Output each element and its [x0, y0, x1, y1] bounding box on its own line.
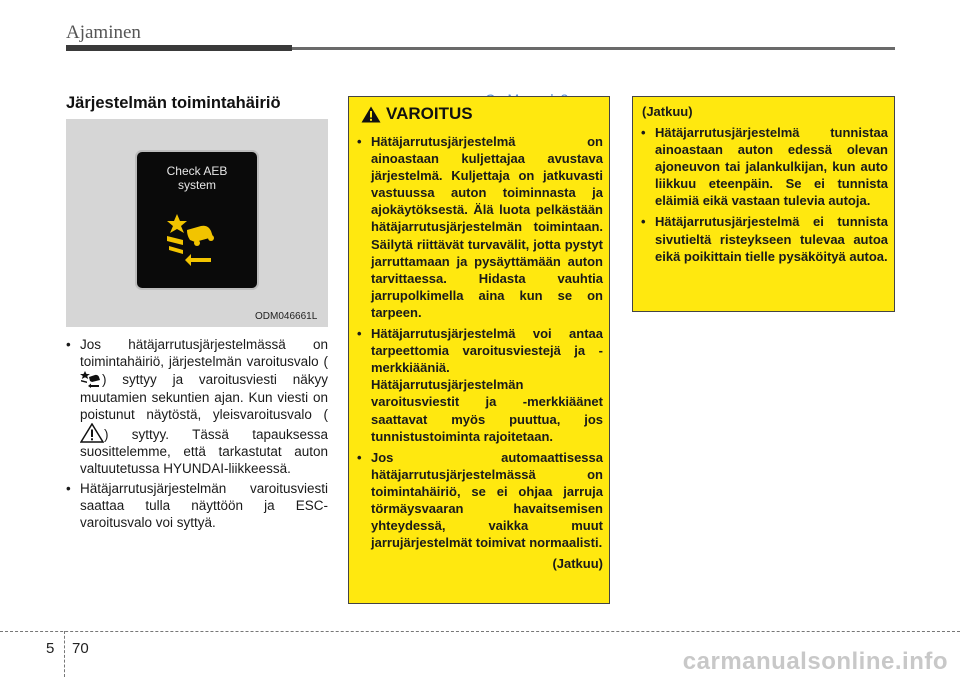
aeb-collision-icon	[163, 210, 233, 270]
page-header-title: Ajaminen	[66, 22, 141, 43]
page-section-number: 5	[46, 640, 55, 657]
aeb-warning-figure	[66, 119, 328, 327]
warning-triangle-icon	[361, 106, 381, 123]
site-watermark: carmanualsonline.info	[682, 648, 948, 675]
master-warning-triangle-icon	[80, 423, 104, 443]
body-item-2: • Hätäjarrutusjärjestelmän varoitusviesti saattaa tulla näyttöön ja ESC-varoitusvalo voi syttyä.	[66, 480, 328, 532]
body-item-1-text-b: ) syttyy ja varoitusviesti näkyy muutamien sekuntien ajan. Kun viesti on poistunut näytöstä, yleisvaroitusvalo (	[80, 372, 328, 422]
warning-item-1: • Hätäjarrutusjärjestelmä on ainoastaan kuljettajaa avustava järjestelmä. Kuljettaja on jatkuvasti vastuussa auton toiminnasta ja ajokäytöksestä. Älä luota pelkästään hätäjarrutusjärjestelmän toimintaan. Säilytä riittävät turvavälit, jotta pystyt jarruttamaan ja pysäyttämään auton tarvittaessa. Hidasta vauhtia jarrupolkimella aina kun se on tarpeen.	[357, 133, 603, 321]
body-item-1-text-c: ) syttyy. Tässä tapauksessa suosittelemme, että tarkastutat auton valtuutetussa HYUNDAI-liikkeessä.	[80, 427, 328, 477]
display-line-1: Check AEB	[166, 164, 228, 178]
body-item-1	[66, 336, 328, 478]
warning-item-2: • Hätäjarrutusjärjestelmä voi antaa tarpeettomia varoitusviestejä ja -merkkiääniä. Hätäjarrutusjärjestelmän varoitusviestit ja -merkkiäänet saattavat myös puuttua, jos tunnistustoiminta rajoitetaan.	[357, 325, 603, 445]
warning-list	[357, 133, 603, 572]
body-list	[66, 336, 328, 533]
cluster-display	[137, 152, 257, 288]
warning-title: VAROITUS	[386, 104, 473, 123]
warning-continued: (Jatkuu)	[552, 556, 603, 572]
display-line-2: system	[177, 178, 216, 192]
aeb-warning-light-icon	[80, 370, 102, 388]
warning-item-3: • Jos automaattisessa hätäjarrutusjärjestelmässä on toimintahäiriö, se ei ohjaa jarruja törmäysvaaran havaitsemisen yhteydessä, vaikka muut jarrujärjestelmät toimivat normaalisti.	[357, 449, 603, 552]
body-item-1-text-a: Jos hätäjarrutusjärjestelmässä on toimintahäiriö, järjestelmän varoitusvalo (	[80, 337, 328, 370]
warning-header	[361, 104, 473, 124]
continuation-item-1: • Hätäjarrutusjärjestelmä tunnistaa ainoastaan auton edessä olevan ajoneuvon tai jalankulkijan, kun auto liikkuu eteenpäin. Se ei tunnista eläimiä eikä vastaan tulevia autoja.	[641, 124, 888, 209]
footer-divider	[0, 631, 960, 632]
continuation-head: (Jatkuu)	[642, 104, 693, 119]
header-bar-light	[292, 47, 895, 50]
warning-box	[348, 96, 610, 604]
page-number: 70	[72, 640, 89, 657]
footer-vertical-divider	[64, 631, 65, 677]
header-bar-dark	[66, 45, 292, 51]
figure-code: ODM046661L	[255, 311, 318, 322]
continuation-item-2: • Hätäjarrutusjärjestelmä ei tunnista sivutieltä risteykseen tulevaa autoa eikä poikittain tielle pysäköityä autoa.	[641, 213, 888, 264]
continuation-list	[641, 124, 888, 269]
continuation-box	[632, 96, 895, 312]
section-title: Järjestelmän toimintahäiriö	[66, 94, 281, 112]
